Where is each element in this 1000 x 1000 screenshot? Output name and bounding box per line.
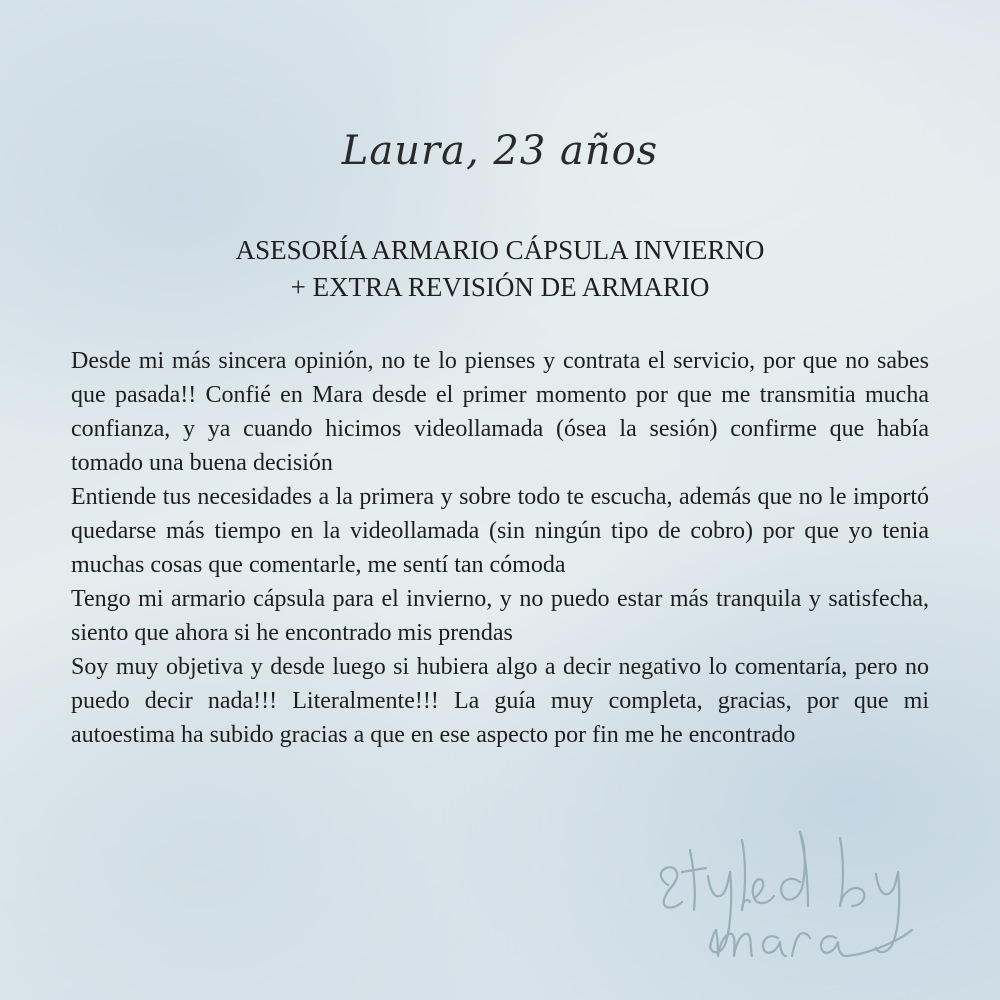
client-name-heading: Laura, 23 años (341, 128, 659, 174)
styled-by-mara-logo (650, 810, 950, 990)
service-title (0, 232, 1000, 306)
testimonial-paragraph-3: Tengo mi armario cápsula para el invierno, y no puedo estar más tranquila y satisfecha, siento que ahora si he encontrado mis prendas (71, 586, 929, 646)
testimonial-paragraph-2: Entiende tus necesidades a la primera y sobre todo te escucha, además que no le importó quedarse más tiempo en la videollamada (sin ningún tipo de cobro) por que yo tenia muchas cosas que comentarle, me sentí tan cómoda (71, 484, 929, 578)
testimonial-paragraph-4: Soy muy objetiva y desde luego si hubiera algo a decir negativo lo comentaría, pero no puedo decir nada!!! Literalmente!!! La guía muy completa, gracias, por que mi autoestima ha subido gracias a que en ese aspecto por fin me he encontrado (71, 654, 929, 748)
service-title-line-2: + EXTRA REVISIÓN DE ARMARIO (290, 272, 710, 302)
testimonial-paragraph-1: Desde mi más sincera opinión, no te lo pienses y contrata el servicio, por que no sabes que pasada!! Confié en Mara desde el primer momento por que me transmitia mucha confianza, y ya cuando hicimos videollamada (ósea la sesión) confirme que había tomado una buena decisión (71, 348, 929, 476)
signature-watermark-icon (650, 810, 950, 990)
testimonial-text (71, 344, 929, 752)
service-title-line-1: ASESORÍA ARMARIO CÁPSULA INVIERNO (235, 235, 765, 265)
